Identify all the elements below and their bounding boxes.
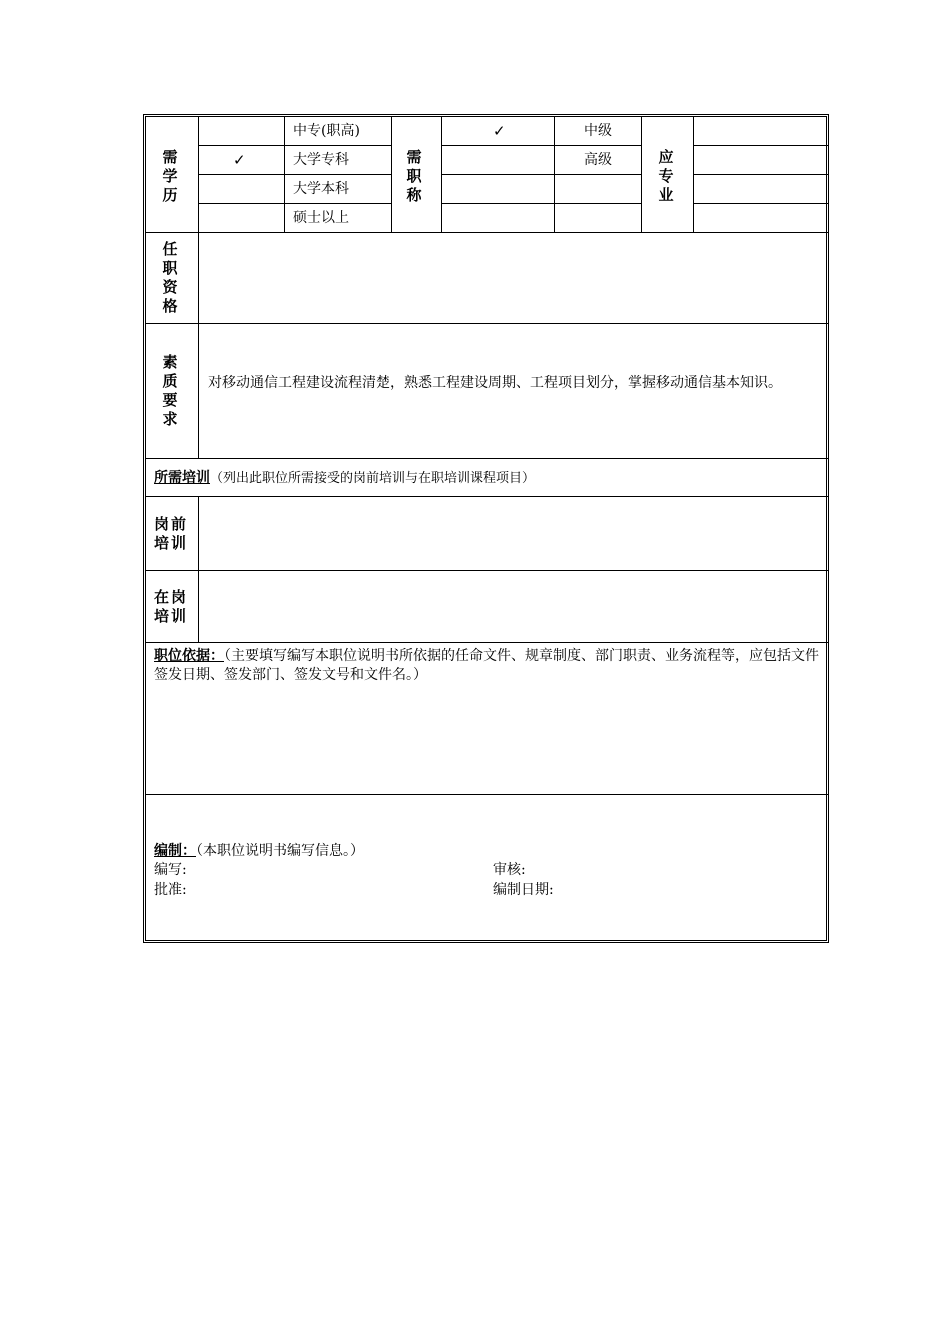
col-divider <box>198 496 199 642</box>
training-note: （列出此职位所需接受的岗前培训与在职培训课程项目） <box>210 471 536 486</box>
basis-note: （主要填写编写本职位说明书所依据的任命文件、规章制度、部门职责、业务流程等，应包括文件签发日期、签发部门、签发文号和文件名。） <box>154 648 819 683</box>
onjob-training-header <box>154 588 194 626</box>
col-divider <box>391 117 392 232</box>
job-description-form <box>143 114 829 943</box>
basis-title: 职位依据： <box>154 648 224 664</box>
row-divider <box>693 174 829 175</box>
education-header <box>162 148 182 205</box>
education-option: 中专(职高) <box>293 123 360 139</box>
row-divider <box>198 203 391 204</box>
training-title-line <box>154 469 535 488</box>
basis-paragraph <box>154 647 824 685</box>
row-divider <box>441 145 641 146</box>
col-divider <box>284 117 285 232</box>
row-divider <box>693 203 829 204</box>
row-divider <box>198 174 391 175</box>
approver-label: 批准: <box>154 882 187 898</box>
row-divider <box>441 203 641 204</box>
title-check: ✓ <box>493 122 506 140</box>
quality-content: 对移动通信工程建设流程清楚，熟悉工程建设周期、工程项目划分，掌握移动通信基本知识。 <box>208 375 782 391</box>
section-divider <box>146 570 829 571</box>
training-title: 所需培训 <box>154 470 210 486</box>
section-divider <box>146 232 829 233</box>
col-divider <box>441 117 442 232</box>
education-option: 大学本科 <box>293 181 349 197</box>
writer-label: 编写: <box>154 862 187 878</box>
compile-title-line <box>154 842 364 861</box>
onjob-training-header-text: 在岗培训 <box>154 588 189 625</box>
reviewer-label: 审核: <box>493 862 526 878</box>
compile-title: 编制： <box>154 843 196 859</box>
row-divider <box>441 174 641 175</box>
major-header <box>658 148 678 205</box>
date-label: 编制日期: <box>493 882 554 898</box>
education-check: ✓ <box>233 151 246 169</box>
section-divider <box>146 496 829 497</box>
row-divider <box>693 145 829 146</box>
education-header-text: 需学历 <box>162 148 178 204</box>
col-divider <box>641 117 642 232</box>
title-option: 高级 <box>584 152 612 168</box>
quality-header <box>162 353 182 429</box>
qualification-header <box>162 240 182 316</box>
section-divider <box>146 323 829 324</box>
section-divider <box>146 794 829 795</box>
pre-training-header <box>154 515 194 553</box>
col-divider <box>554 117 555 232</box>
title-option: 中级 <box>584 123 612 139</box>
section-divider <box>146 458 829 459</box>
title-header <box>406 148 426 205</box>
compile-note: （本职位说明书编写信息。） <box>196 843 364 859</box>
education-option: 硕士以上 <box>293 210 349 226</box>
qualification-header-text: 任职资格 <box>162 240 178 315</box>
section-divider <box>146 642 829 643</box>
row-divider <box>198 145 391 146</box>
col-divider <box>198 117 199 458</box>
pre-training-header-text: 岗前培训 <box>154 515 189 552</box>
col-divider <box>693 117 694 232</box>
quality-header-text: 素质要求 <box>162 353 178 428</box>
title-header-text: 需职称 <box>406 148 422 204</box>
education-option: 大学专科 <box>293 152 349 168</box>
major-header-text: 应专业 <box>658 148 674 204</box>
